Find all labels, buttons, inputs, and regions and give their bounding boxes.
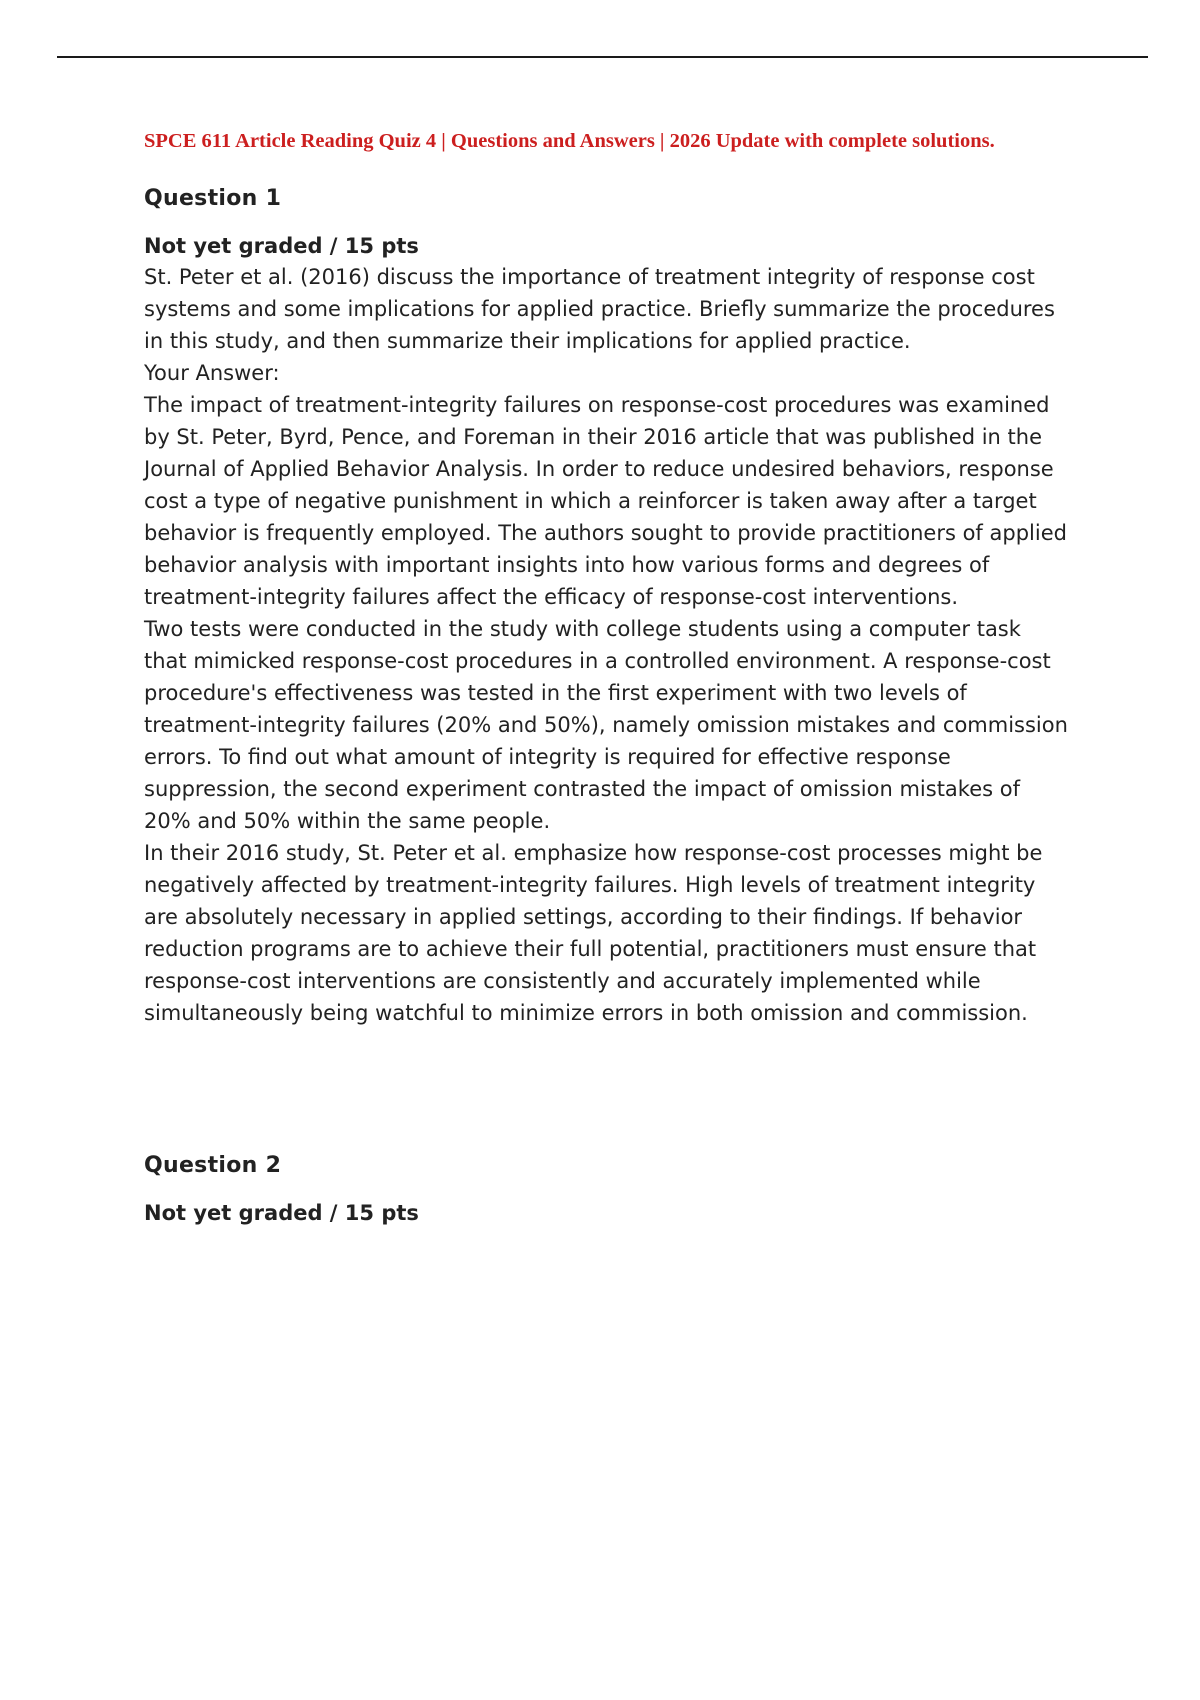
question-2 [144, 1151, 1069, 1228]
document-title: SPCE 611 Article Reading Quiz 4 | Questions and Answers | 2026 Update with complete solutions. [144, 130, 995, 152]
question-2-heading: Question 2 [144, 1153, 282, 1178]
question-1 [144, 184, 1069, 1029]
answer-paragraph: Two tests were conducted in the study with college students using a computer task that mimicked response-cost procedures in a controlled environment. A response-cost procedure's effectiveness was tested in the first experiment with two levels of treatment-integrity failures (20% and 50%), namely omission mistakes and commission errors. To find out what amount of integrity is required for effective response suppression, the second experiment contrasted the impact of omission mistakes of 20% and 50% within the same people. [144, 617, 1068, 833]
answer-paragraph: In their 2016 study, St. Peter et al. emphasize how response-cost processes might be negatively affected by treatment-integrity failures. High levels of treatment integrity are absolutely necessary in applied settings, according to their findings. If behavior reduction programs are to achieve their full potential, practitioners must ensure that response-cost interventions are consistently and accurately implemented while simultaneously being watchful to minimize errors in both omission and commission. [144, 841, 1043, 1025]
question-2-points: Not yet graded / 15 pts [144, 1201, 419, 1225]
question-1-heading: Question 1 [144, 186, 282, 211]
document-body [144, 128, 1069, 1228]
answer-label: Your Answer: [144, 361, 280, 385]
question-1-prompt: St. Peter et al. (2016) discuss the importance of treatment integrity of response cost systems and some implications for applied practice. Briefly summarize the procedures in this study, and then summarize their implications for applied practice. [144, 265, 1055, 353]
top-divider [57, 56, 1148, 58]
answer-paragraph: The impact of treatment-integrity failures on response-cost procedures was examined by St. Peter, Byrd, Pence, and Foreman in their 2016 article that was published in the Journal of Applied Behavior Analysis. In order to reduce undesired behaviors, response cost a type of negative punishment in which a reinforcer is taken away after a target behavior is frequently employed. The authors sought to provide practitioners of applied behavior analysis with important insights into how various forms and degrees of treatment-integrity failures affect the efficacy of response-cost interventions. [144, 393, 1067, 609]
question-1-points: Not yet graded / 15 pts [144, 234, 419, 258]
